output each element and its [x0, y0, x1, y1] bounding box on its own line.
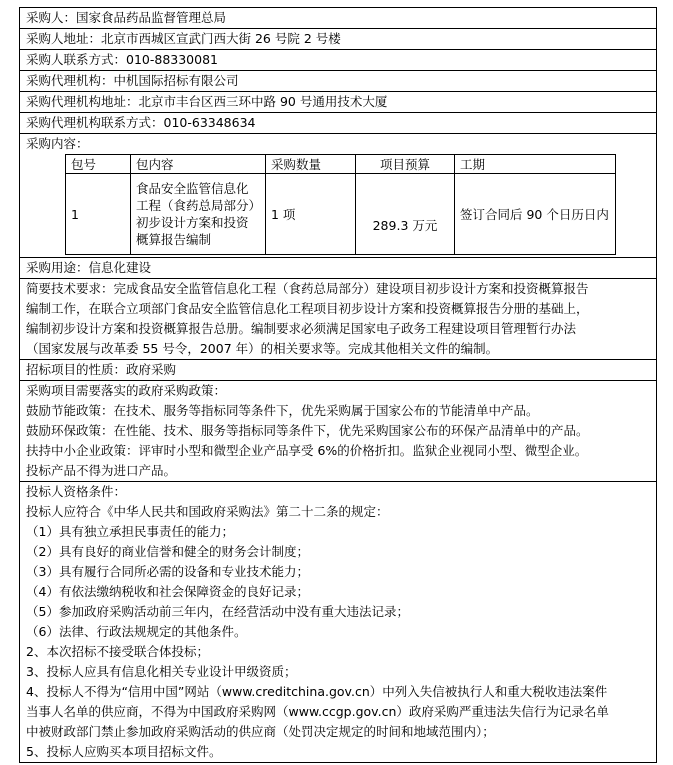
- qualification-line: （4）有依法缴纳税收和社会保障资金的良好记录；: [26, 584, 309, 599]
- tech-line: （国家发展与改革委 55 号令，2007 年）的相关要求等。完成其他相关文件的编制。: [26, 341, 499, 356]
- qualification-line: （5）参加政府采购活动前三年内，在经营活动中没有重大违法记录；: [26, 604, 409, 619]
- cell-duration: 签订合同后 90 个日历日内: [455, 174, 616, 255]
- purpose-row: 采购用途：信息化建设: [20, 258, 656, 279]
- qualification-row: [20, 482, 656, 762]
- purchaser-contact-row: 采购人联系方式：010-88330081: [20, 50, 656, 71]
- cell-quantity: 1 项: [266, 174, 356, 255]
- qualification-line: 中被财政部门禁止参加政府采购活动的供应商（处罚决定规定的时间和地域范围内）；: [26, 724, 495, 739]
- technical-requirements-row: [20, 279, 656, 360]
- qualification-line: 投标人应符合《中华人民共和国政府采购法》第二十二条的规定：: [26, 504, 389, 519]
- qualification-line: 5、投标人应购买本项目招标文件。: [26, 744, 222, 759]
- agency-contact-row: 采购代理机构联系方式：010-63348634: [20, 113, 656, 134]
- header-duration: 工期: [455, 155, 616, 174]
- qualification-line: （1）具有独立承担民事责任的能力；: [26, 524, 234, 539]
- header-package-content: 包内容: [131, 155, 266, 174]
- header-quantity: 采购数量: [266, 155, 356, 174]
- qualification-line: 投标人资格条件：: [26, 484, 127, 499]
- cell-budget-wrap: [356, 174, 455, 255]
- qualification-line: （6）法律、行政法规规定的其他条件。: [26, 624, 247, 639]
- cell-budget: 289.3 万元: [372, 217, 438, 233]
- policy-line: 扶持中小企业政策：评审时小型和微型企业产品享受 6%的价格折扣。监狱企业视同小型、微型企业。: [26, 443, 588, 458]
- qualification-line: 当事人名单的供应商，不得为中国政府采购网（www.ccgp.gov.cn）政府采购严重违法失信行为记录名单: [26, 704, 609, 719]
- agency-address-row: 采购代理机构地址：北京市丰台区西三环中路 90 号通用技术大厦: [20, 92, 656, 113]
- policy-line: 鼓励环保政策：在性能、技术、服务等指标同等条件下，优先采购国家公布的环保产品清单中的产品。: [26, 423, 589, 438]
- tech-line: 简要技术要求：完成食品安全监管信息化工程（食药总局部分）建设项目初步设计方案和投资概算报告: [26, 281, 589, 296]
- header-budget: 项目预算: [356, 155, 455, 174]
- qualification-line: （3）具有履行合同所必需的设备和专业技术能力；: [26, 564, 309, 579]
- procurement-content-row: [20, 134, 656, 258]
- content-label: 采购内容：: [26, 136, 89, 151]
- package-table: [65, 154, 616, 255]
- cell-package-content: 食品安全监管信息化工程（食药总局部分）初步设计方案和投资概算报告编制: [131, 174, 266, 255]
- purchaser-row: 采购人：国家食品药品监督管理总局: [20, 8, 656, 29]
- qualification-line: 3、投标人应具有信息化相关专业设计甲级资质；: [26, 664, 297, 679]
- header-package-no: 包号: [66, 155, 131, 174]
- table-row: [66, 174, 616, 255]
- project-nature-row: 招标项目的性质：政府采购: [20, 360, 656, 381]
- policy-line: 投标产品不得为进口产品。: [26, 463, 177, 478]
- tech-line: 编制初步设计方案和投资概算报告总册。编制要求必须满足国家电子政务工程建设项目管理暂行办法: [26, 321, 577, 336]
- qualification-line: （2）具有良好的商业信誉和健全的财务会计制度；: [26, 544, 309, 559]
- cell-package-no: 1: [66, 174, 131, 255]
- policy-line: 采购项目需要落实的政府采购政策：: [26, 383, 227, 398]
- procurement-announcement-table: [19, 7, 657, 763]
- qualification-line: 4、投标人不得为“信用中国”网站（www.creditchina.gov.cn）中列入失信被执行人和重大税收违法案件: [26, 684, 608, 699]
- tech-line: 编制工作，在联合立项部门食品安全监管信息化工程项目初步设计方案和投资概算报告分册的基础上，: [26, 301, 589, 316]
- package-table-header: [66, 155, 616, 174]
- qualification-line: 2、本次招标不接受联合体投标；: [26, 644, 209, 659]
- policy-line: 鼓励节能政策：在技术、服务等指标同等条件下，优先采购属于国家公布的节能清单中产品。: [26, 403, 539, 418]
- policy-row: [20, 381, 656, 482]
- purchaser-address-row: 采购人地址：北京市西城区宣武门西大街 26 号院 2 号楼: [20, 29, 656, 50]
- agency-row: 采购代理机构：中机国际招标有限公司: [20, 71, 656, 92]
